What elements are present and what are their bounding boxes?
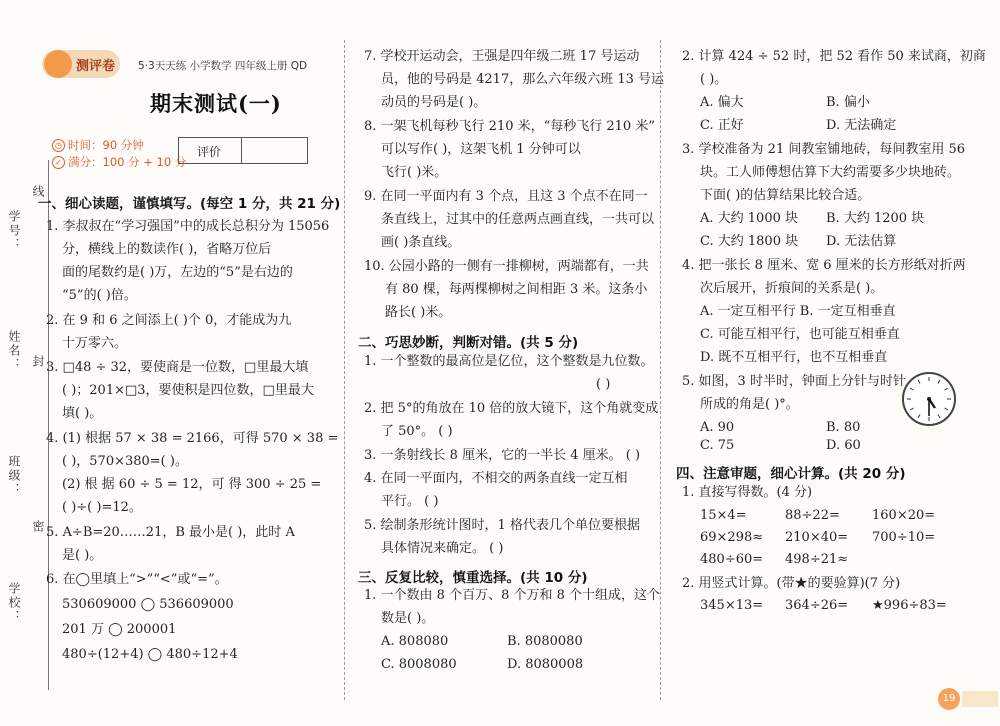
label-xingming: 姓名：: [7, 330, 21, 372]
choice-b: B. 偏小: [826, 95, 870, 110]
calc-cell: 88÷22=: [785, 508, 840, 523]
col2-line: 数是( )。: [381, 611, 435, 626]
choice-c: C. 75: [700, 438, 735, 453]
page-title: 期末测试(一): [150, 91, 282, 116]
col1-line: 480÷(12+4) ◯ 480÷12+4: [62, 647, 238, 662]
col3-line: 5. 如图，3 时半时，钟面上分针与时针: [682, 374, 906, 389]
col2-line: 员，他的号码是 4217，那么六年级六班 13 号运: [381, 72, 665, 87]
col1-line: 2. 在 9 和 6 之间添上( )个 0，才能成为九: [46, 313, 292, 328]
col1-line: “5”的( )倍。: [62, 288, 137, 303]
col2-line: 有 80 棵，每两棵柳树之间相距 3 米。这条小: [385, 282, 648, 297]
col1-line: 1. 李叔叔在“学习强国”中的成长总积分为 15056: [46, 219, 330, 234]
choice-a: A. 偏大: [700, 95, 744, 110]
section-4-title: 四、注意审题，细心计算。(共 20 分): [676, 466, 906, 482]
col1-line: 201 万 ◯ 200001: [62, 622, 177, 637]
col3-line: D. 既不互相平行，也不互相垂直: [700, 350, 888, 365]
choice-c: C. 8008080: [381, 657, 457, 672]
divider-2: [660, 40, 661, 700]
score-info: [52, 154, 186, 170]
choice-c: C. 正好: [700, 118, 744, 133]
check-icon: ✓: [52, 156, 65, 169]
series-meta: 5·3天天练 小学数学 四年级上册 QD: [138, 60, 308, 72]
col2-line: 了 50°。 ( ): [381, 424, 453, 439]
col3-line: 次后展开，折痕间的关系是( )。: [700, 281, 884, 296]
col3-line: 块。工人师傅想估算下大约需要多少块地砖。: [700, 165, 961, 180]
choice-b: B. 大约 1200 块: [826, 211, 925, 226]
choice-d: D. 无法估算: [826, 234, 897, 249]
col2-line: 平行。 ( ): [381, 494, 439, 509]
clock-icon: ◷: [52, 139, 65, 152]
choice-a: A. 90: [700, 420, 735, 435]
mascot-icon: [44, 50, 72, 78]
choice-a: A. 大约 1000 块: [700, 211, 799, 226]
col2-line: 10. 公园小路的一侧有一排柳树，两端都有，一共: [364, 259, 649, 274]
section-3-title: 三、反复比较，慎重选择。(共 10 分): [358, 570, 588, 586]
col2-line: 4. 在同一平面内，不相交的两条直线一定互相: [364, 471, 628, 486]
label-xuehao: 学号：: [7, 210, 21, 252]
col2-line: 动员的号码是( )。: [381, 95, 487, 110]
col1-line: 5. A÷B=20……21，B 最小是( )，此时 A: [46, 525, 295, 540]
label-feng: 封: [31, 355, 45, 369]
calc-cell: 700÷10=: [872, 530, 936, 545]
score-text: 满分：100 分 + 10 分: [68, 155, 187, 169]
col1-line: ( )；201×□3，要使积是四位数，□里最大: [62, 383, 314, 398]
col3-line: A. 一定互相平行 B. 一定互相垂直: [700, 304, 896, 319]
divider-1: [344, 40, 345, 700]
col3-line: 下面( )的估算结果比较合适。: [700, 188, 871, 203]
col1-line: 530609000 ◯ 536609000: [62, 597, 234, 612]
col1-line: (2) 根 据 60 ÷ 5 = 12，可 得 300 ÷ 25 =: [62, 477, 322, 492]
calc-cell: 498÷21≈: [785, 552, 849, 567]
choice-b: B. 80: [826, 420, 861, 435]
col1-line: 填( )。: [62, 406, 103, 421]
clock-face: [904, 374, 954, 424]
time-text: 时间：90 分钟: [68, 138, 144, 152]
section-2-title: 二、巧思妙断，判断对错。(共 5 分): [358, 335, 579, 351]
label-banji: 班级：: [7, 455, 21, 497]
choice-c: C. 大约 1800 块: [700, 234, 799, 249]
col2-line: 3. 一条射线长 8 厘米，它的一半长 4 厘米。 ( ): [364, 448, 641, 463]
eval-box: [178, 137, 308, 164]
vert-calc: 345×13=: [700, 598, 764, 613]
time-info: [52, 137, 144, 153]
col3-line: 2. 计算 424 ÷ 52 时，把 52 看作 50 来试商，初商: [682, 49, 986, 64]
col2-line: 5. 绘制条形统计图时，1 格代表几个单位要根据: [364, 518, 640, 533]
col1-line: 十万零六。: [62, 336, 128, 351]
label-xian: 线: [31, 185, 45, 199]
col2-line: 8. 一架飞机每秒飞行 210 米，“每秒飞行 210 米”: [364, 119, 655, 134]
choice-d: D. 8080008: [507, 657, 584, 672]
col2-line: 飞行( )米。: [381, 165, 448, 180]
page-number: 19: [938, 688, 960, 710]
col1-line: ( )÷( )=12。: [62, 500, 142, 515]
vert-calc: 364÷26=: [785, 598, 849, 613]
calc-cell: 480÷60=: [700, 552, 764, 567]
calc-cell: 210×40=: [785, 530, 849, 545]
col1-line: 6. 在◯里填上“>”“<”或“=”。: [46, 572, 228, 587]
col1-line: ( )，570×380=( )。: [62, 454, 188, 469]
col2-line: 条直线上，过其中的任意两点画直线，一共可以: [381, 212, 655, 227]
col1-line: 分，横线上的数读作( )，省略万位后: [62, 242, 272, 257]
col2-line: 路长( )米。: [385, 305, 452, 320]
col3-line: 1. 直接写得数。(4 分): [682, 485, 813, 500]
col2-line: 1. 一个整数的最高位是亿位，这个整数是九位数。: [364, 354, 654, 369]
col1-line: 4. (1) 根据 57 × 38 = 2166，可得 570 × 38 =: [46, 431, 339, 446]
page-tab: [962, 691, 998, 707]
choice-b: B. 8080080: [507, 634, 583, 649]
col1-line: 3. □48 ÷ 32，要使商是一位数，□里最大填: [46, 360, 309, 375]
label-xuexiao: 学校：: [7, 582, 21, 624]
col1-line: 面的尾数约是( )万，左边的“5”是右边的: [62, 265, 293, 280]
col2-line: 2. 把 5°的角放在 10 倍的放大镜下，这个角就变成: [364, 401, 659, 416]
clock-icon: [902, 372, 956, 426]
choice-d: D. 60: [826, 438, 861, 453]
col3-line: 4. 把一张长 8 厘米、宽 6 厘米的长方形纸对折两: [682, 258, 966, 273]
label-mi: 密: [31, 520, 45, 534]
choice-d: D. 无法确定: [826, 118, 897, 133]
col3-line: C. 可能互相平行，也可能互相垂直: [700, 327, 900, 342]
col2-line: 9. 在同一平面内有 3 个点，且这 3 个点不在同一: [364, 189, 648, 204]
col3-line: 所成的角是( )°。: [700, 397, 799, 412]
eval-divider: [241, 138, 242, 163]
badge-text: 测评卷: [76, 59, 116, 74]
col2-line: 具体情况来确定。 ( ): [381, 541, 504, 556]
vert-calc: ★996÷83=: [872, 598, 947, 613]
col2-line: ( ): [596, 377, 611, 392]
col3-line: 3. 学校准备为 21 间教室铺地砖，每间教室用 56: [682, 142, 966, 157]
col2-line: 可以写作( )，这架飞机 1 分钟可以: [381, 142, 581, 157]
calc-cell: 160×20=: [872, 508, 936, 523]
col1-line: 是( )。: [62, 548, 103, 563]
binding-line: [48, 160, 49, 690]
choice-a: A. 808080: [381, 634, 449, 649]
col2-line: 1. 一个数由 8 个百万、8 个万和 8 个十组成，这个: [364, 588, 661, 603]
col3-line: ( )。: [700, 72, 728, 87]
col2-line: 画( )条直线。: [381, 235, 461, 250]
eval-label: 评价: [197, 145, 222, 159]
section-1-title: 一、细心读题，谨慎填写。(每空 1 分，共 21 分): [38, 196, 341, 212]
col2-line: 7. 学校开运动会，王强是四年级二班 17 号运动: [364, 49, 640, 64]
calc-cell: 15×4=: [700, 508, 747, 523]
col3-line: 2. 用竖式计算。(带★的要验算)(7 分): [682, 576, 901, 591]
calc-cell: 69×298≈: [700, 530, 764, 545]
